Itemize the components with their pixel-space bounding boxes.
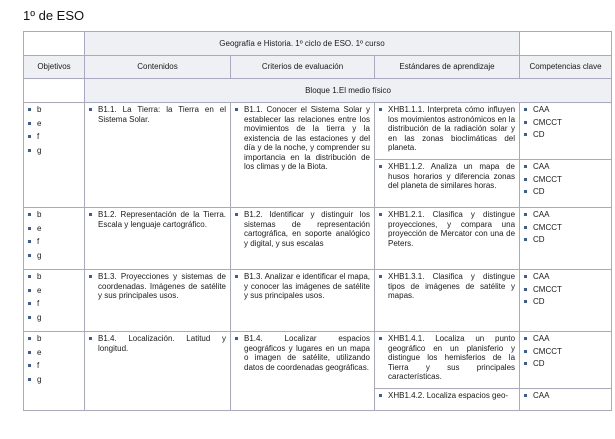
competencia-item: CMCCT	[524, 175, 607, 185]
objetivo-item: b	[28, 210, 80, 220]
competencias-cell	[520, 270, 612, 332]
objetivo-item: b	[28, 105, 80, 115]
competencia-item: CD	[524, 235, 607, 245]
competencia-item: CAA	[524, 391, 607, 401]
objetivo-item: g	[28, 375, 80, 385]
criterio-text: B1.3. Analizar e identificar el mapa, y conocer las imágenes de satélite y sus principales usos.	[235, 272, 370, 301]
column-header-objetivos: Objetivos	[24, 56, 85, 79]
objetivo-item: b	[28, 334, 80, 344]
competencia-item: CD	[524, 297, 607, 307]
objetivo-item: b	[28, 272, 80, 282]
estandar-text: XHB1.2.1. Clasifica y distingue proyecciones, y compara una proyección de Mercator con una de Peters.	[379, 210, 515, 248]
column-header-competencias: Competencias clave	[520, 56, 612, 79]
objetivo-item: f	[28, 361, 80, 371]
objetivo-item: f	[28, 299, 80, 309]
objetivo-item: e	[28, 286, 80, 296]
objetivo-item: f	[28, 132, 80, 142]
competencias-cell	[520, 103, 612, 160]
competencia-item: CAA	[524, 272, 607, 282]
objetivo-item: g	[28, 313, 80, 323]
contenido-cell	[85, 208, 231, 270]
estandar-cell	[375, 103, 520, 160]
column-header-contenidos: Contenidos	[85, 56, 231, 79]
estandar-cell	[375, 208, 520, 270]
objetivos-cell	[24, 270, 85, 332]
curriculum-table	[23, 31, 612, 411]
estandar-cell	[375, 160, 520, 208]
block-title: Bloque 1.El medio físico	[85, 79, 612, 103]
estandar-cell	[375, 332, 520, 389]
estandar-cell	[375, 270, 520, 332]
header-corner-cell	[520, 32, 612, 56]
estandar-text: XHB1.3.1. Clasifica y distingue tipos de imágenes de satélite y mapas.	[379, 272, 515, 301]
criterio-cell	[231, 332, 375, 411]
criterio-cell	[231, 270, 375, 332]
objetivo-item: e	[28, 224, 80, 234]
objetivo-item: g	[28, 251, 80, 261]
contenido-text: B1.4. Localización. Latitud y longitud.	[89, 334, 226, 353]
objetivos-cell	[24, 208, 85, 270]
competencia-item: CD	[524, 187, 607, 197]
competencia-item: CAA	[524, 105, 607, 115]
objetivo-item: e	[28, 348, 80, 358]
block-header-spacer	[24, 79, 85, 103]
page-title: 1º de ESO	[23, 8, 85, 23]
criterio-cell	[231, 208, 375, 270]
header-corner-cell	[24, 32, 85, 56]
estandar-cell	[375, 388, 520, 410]
competencia-item: CAA	[524, 162, 607, 172]
contenido-cell	[85, 103, 231, 208]
contenido-text: B1.2. Representación de la Tierra. Escala y lenguaje cartográfico.	[89, 210, 226, 229]
objetivos-cell	[24, 332, 85, 411]
contenido-cell	[85, 332, 231, 411]
estandar-text: XHB1.4.1. Localiza un punto geográfico en un planisferio y distingue los hemisferios de la Tierra y sus principales características.	[379, 334, 515, 382]
contenido-text: B1.1. La Tierra: la Tierra en el Sistema Solar.	[89, 105, 226, 124]
estandar-text: XHB1.1.1. Interpreta cómo influyen los movimientos astronómicos en la distribución de la radiación solar y en las zonas bioclimáticas del planeta.	[379, 105, 515, 153]
estandar-text: XHB1.4.2. Localiza espacios geo-	[379, 391, 515, 401]
column-header-estandares: Estándares de aprendizaje	[375, 56, 520, 79]
contenido-text: B1.3. Proyecciones y sistemas de coordenadas. Imágenes de satélite y sus principales usos.	[89, 272, 226, 301]
criterio-cell	[231, 103, 375, 208]
competencias-cell	[520, 388, 612, 410]
objetivo-item: g	[28, 146, 80, 156]
objetivo-item: f	[28, 237, 80, 247]
competencia-item: CMCCT	[524, 118, 607, 128]
competencia-item: CAA	[524, 210, 607, 220]
competencias-cell	[520, 208, 612, 270]
estandar-text: XHB1.1.2. Analiza un mapa de husos horarios y diferencia zonas del planeta de similares horas.	[379, 162, 515, 191]
competencia-item: CMCCT	[524, 223, 607, 233]
competencia-item: CMCCT	[524, 347, 607, 357]
competencia-item: CMCCT	[524, 285, 607, 295]
criterio-text: B1.4. Localizar espacios geográficos y lugares en un mapa o imagen de satélite, utilizando datos de coordenadas geográficas.	[235, 334, 370, 372]
column-header-criterios: Criterios de evaluación	[231, 56, 375, 79]
competencia-item: CD	[524, 359, 607, 369]
contenido-cell	[85, 270, 231, 332]
competencias-cell	[520, 160, 612, 208]
table-main-header: Geografía e Historia. 1º ciclo de ESO. 1º curso	[85, 32, 520, 56]
criterio-text: B1.1. Conocer el Sistema Solar y establecer las relaciones entre los movimientos de la tierra y la existencia de las estaciones y del día y de la noche, y comprender su importancia en la distribución de los climas y de la Biota.	[235, 105, 370, 172]
objetivos-cell	[24, 103, 85, 208]
competencias-cell	[520, 332, 612, 389]
criterio-text: B1.2. Identificar y distinguir los sistemas de representación cartográfica, en soporte analógico y digital, y sus escalas	[235, 210, 370, 248]
competencia-item: CD	[524, 130, 607, 140]
objetivo-item: e	[28, 119, 80, 129]
competencia-item: CAA	[524, 334, 607, 344]
